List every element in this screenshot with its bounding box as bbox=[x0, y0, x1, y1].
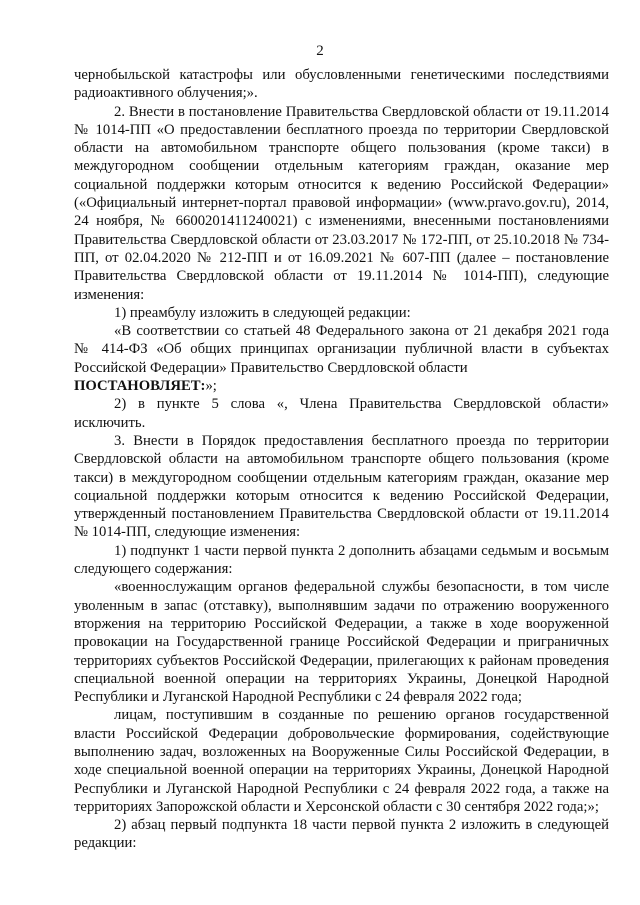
paragraph-preamble-text: «В соответствии со статьей 48 Федерального закона от 21 декабря 2021 года № 414-ФЗ «Об общих принципах организации публичной власти в субъектах Российской Федерации» Правительство Свердловской области bbox=[74, 323, 609, 376]
paragraph-volunteers: лицам, поступившим в созданные по решению органов государственной власти Российской Федерации добровольческие формирования, содействующие выполнению задач, возложенных на Вооруженные Силы Российской Федерации, в ходе специальной военной операции на территориях Украины, Донецкой Народной Республики и Луганской Народной Республики с 24 февраля 2022 года, а также на территориях Запорожской области и Херсонской области с 30 сентября 2022 года;»; bbox=[74, 707, 609, 815]
paragraph-item-2: 2. Внести в постановление Правительства Свердловской области от 19.11.2014 № 1014-ПП «О предоставлении бесплатного проезда по территории Свердловской области на автомобильном транспорте общего пользования (кроме такси) в междугородном сообщении отдельным категориям граждан, оказание мер социальной поддержки которым относится к ведению Российской Федерации» («Официальный интернет-портал правовой информации» (www.pravo.gov.ru), 2014, 24 ноября, № 6600201411240021) с изменениями, внесенными постановлениями Правительства Свердловской области от 23.03.2017 № 172-ПП, от 25.10.2018 № 734-ПП, от 02.04.2020 № 212-ПП и от 16.09.2021 № 607-ПП (далее – постановление Правительства Свердловской области от 19.11.2014 № 1014-ПП), следующие изменения: bbox=[74, 103, 609, 303]
document-body bbox=[74, 66, 609, 853]
paragraph-subitem-2: 2) абзац первый подпункта 18 части первой пункта 2 изложить в следующей редакции: bbox=[74, 817, 609, 852]
resolves-keyword: ПОСТАНОВЛЯЕТ: bbox=[74, 378, 206, 395]
page-number: 2 bbox=[316, 43, 324, 59]
paragraph-resolves bbox=[74, 377, 609, 395]
paragraph-subitem-1: 1) подпункт 1 части первой пункта 2 дополнить абзацами седьмым и восьмым следующего содержания: bbox=[74, 542, 609, 578]
paragraph-military-fsb: «военнослужащим органов федеральной службы безопасности, в том числе уволенным в запас (отставку), выполнявшим задачи по отражению вооруженного вторжения на территорию Российской Федерации, а также в ходе вооруженной провокации на Государственной границе Российской Федерации и приграничных территориях субъектов Российской Федерации, прилегающих к районам проведения специальной военной операции на территориях Украины, Донецкой Народной Республики и Луганской Народной Республики с 24 февраля 2022 года; bbox=[74, 579, 609, 706]
paragraph-continuation: чернобыльской катастрофы или обусловленными генетическими последствиями радиоактивного облучения;». bbox=[74, 67, 609, 102]
resolves-tail: »; bbox=[205, 378, 217, 395]
paragraph-item-3: 3. Внести в Порядок предоставления бесплатного проезда по территории Свердловской области на автомобильном транспорте общего пользования (кроме такси) в междугородном сообщении отдельным категориям граждан, оказание мер социальной поддержки которым относится к ведению Российской Федерации, утвержденный постановлением Правительства Свердловской области от 19.11.2014 № 1014-ПП, следующие изменения: bbox=[74, 432, 609, 541]
paragraph-subitem-preamble: 1) преамбулу изложить в следующей редакции: bbox=[114, 304, 411, 321]
paragraph-subitem-point5: 2) в пункте 5 слова «, Члена Правительства Свердловской области» исключить. bbox=[74, 396, 609, 431]
